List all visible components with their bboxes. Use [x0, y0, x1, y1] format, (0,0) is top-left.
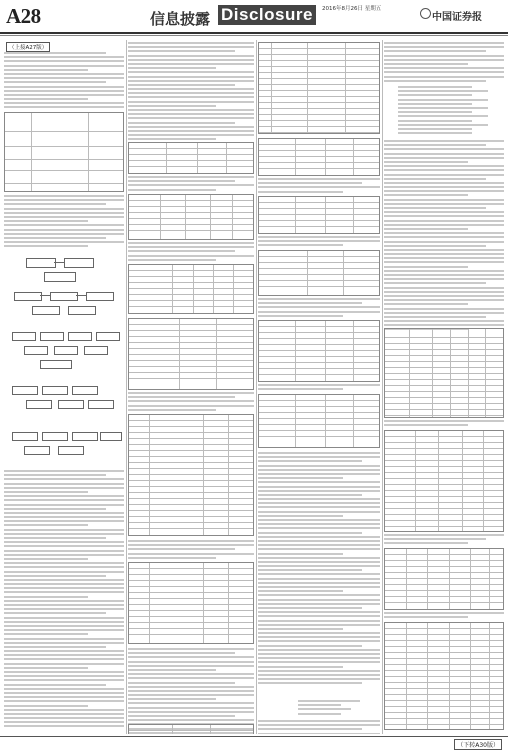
column-divider — [256, 40, 257, 734]
data-table — [128, 318, 254, 390]
data-table — [128, 264, 254, 314]
text-block — [258, 384, 380, 392]
text-block — [4, 470, 124, 730]
text-block — [384, 420, 504, 428]
flow-box — [100, 432, 122, 441]
header-rule — [0, 32, 508, 34]
newspaper-logo-icon — [420, 8, 431, 19]
text-block — [4, 195, 124, 249]
text-block — [258, 720, 380, 734]
text-block — [128, 242, 254, 263]
data-table — [258, 250, 380, 296]
data-table — [4, 112, 124, 192]
formula-block — [298, 700, 360, 717]
flow-box — [12, 332, 36, 341]
column-1 — [4, 40, 124, 734]
flow-box — [42, 432, 68, 441]
section-title-en: Disclosure — [218, 5, 316, 25]
section-title: 信息披露 — [150, 10, 211, 28]
flow-box — [72, 432, 98, 441]
formula-block — [398, 86, 504, 136]
flow-box — [12, 386, 38, 395]
text-block — [128, 392, 254, 413]
data-table — [128, 142, 254, 174]
data-table — [258, 394, 380, 448]
header-subrule — [0, 35, 508, 36]
flow-box — [58, 446, 84, 455]
flow-box — [58, 400, 84, 409]
text-block — [258, 178, 380, 195]
flow-box — [14, 292, 42, 301]
column-4 — [384, 40, 504, 734]
text-block — [258, 452, 380, 687]
continued-from-label: （上接A27版） — [6, 42, 50, 52]
flow-box — [26, 258, 56, 268]
column-2 — [128, 40, 254, 734]
text-block — [128, 540, 254, 561]
flow-box — [64, 258, 94, 268]
flow-box — [24, 446, 50, 455]
flow-box — [86, 292, 114, 301]
continued-on-label: （下转A30版） — [454, 739, 502, 750]
text-block — [258, 298, 380, 319]
flow-box — [84, 346, 108, 355]
data-table — [384, 430, 504, 532]
flow-box — [96, 332, 120, 341]
flow-box — [44, 272, 76, 282]
flow-box — [42, 386, 68, 395]
text-block — [128, 176, 254, 193]
data-table — [128, 414, 254, 536]
text-block — [384, 42, 504, 84]
data-table — [384, 622, 504, 730]
flow-arrow — [76, 295, 86, 296]
data-table — [128, 724, 254, 734]
column-divider — [126, 40, 127, 734]
data-table — [258, 138, 380, 176]
text-block — [128, 42, 254, 143]
data-table — [384, 328, 504, 418]
data-table — [258, 42, 380, 134]
publication-date: 2016年8月26日 星期五 — [322, 6, 382, 12]
page-number: A28 — [6, 4, 41, 28]
text-block — [384, 140, 504, 333]
flow-box — [88, 400, 114, 409]
page-header — [0, 0, 508, 32]
text-block — [384, 534, 504, 547]
flow-arrow — [40, 295, 50, 296]
text-block — [258, 236, 380, 249]
flow-arrow — [54, 262, 64, 263]
data-table — [128, 562, 254, 644]
column-3 — [258, 40, 380, 734]
data-table — [258, 320, 380, 382]
flow-box — [68, 332, 92, 341]
text-block — [128, 648, 254, 734]
flow-box — [24, 346, 48, 355]
data-table — [128, 194, 254, 240]
column-divider — [382, 40, 383, 734]
newspaper-name: 中国证券报 — [432, 12, 482, 23]
flow-box — [12, 432, 38, 441]
flow-box — [72, 386, 98, 395]
flow-box — [50, 292, 78, 301]
flow-box — [40, 360, 72, 369]
flow-box — [26, 400, 52, 409]
text-block — [384, 612, 504, 620]
footer-rule — [0, 736, 508, 737]
flow-box — [32, 306, 60, 315]
text-block — [4, 52, 124, 111]
data-table — [384, 548, 504, 610]
data-table — [258, 196, 380, 234]
flow-box — [68, 306, 96, 315]
flow-box — [54, 346, 78, 355]
flow-box — [40, 332, 64, 341]
